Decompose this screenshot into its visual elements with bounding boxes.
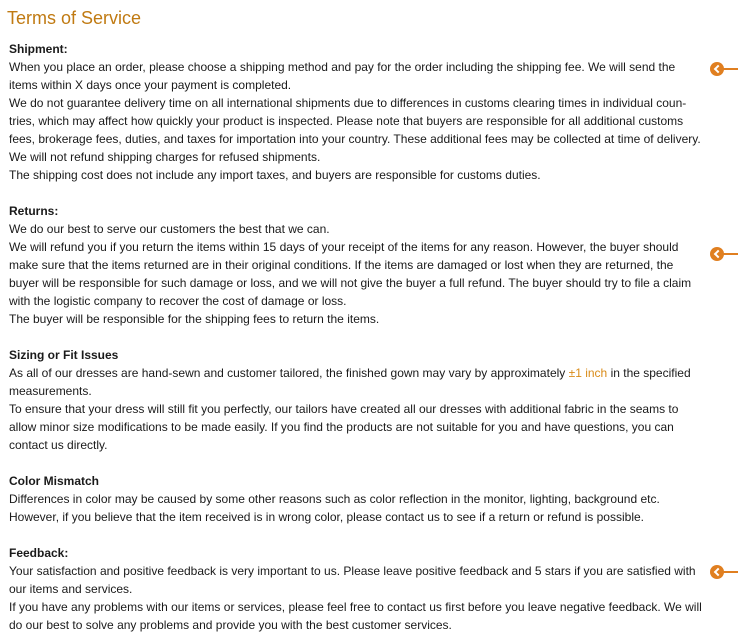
paragraph-line: We do our best to serve our customers the best that we can. xyxy=(9,222,330,236)
collapse-arrow-icon[interactable] xyxy=(708,564,738,580)
paragraph-line: We will not refund shipping charges for refused shipments. xyxy=(9,150,321,164)
paragraph-line: The shipping cost does not include any import taxes, and buyers are responsible for customs duties. xyxy=(9,168,541,182)
paragraph-line: We do not guarantee delivery time on all international shipments due to differences in customs clearing times in individual coun- xyxy=(9,96,687,110)
collapse-arrow-icon[interactable] xyxy=(708,61,738,77)
page-title: Terms of Service xyxy=(7,8,142,28)
section-heading: Shipment: xyxy=(9,42,68,56)
paragraph-line: When you place an order, please choose a shipping method and pay for the order including the shipping fee. We will send the xyxy=(9,60,676,74)
paragraph-line: contact us directly. xyxy=(9,438,108,452)
collapse-arrow-icon[interactable] xyxy=(708,246,738,262)
paragraph-line: make sure that the items returned are in their original conditions. If the items are damaged or lost when they are returned, the xyxy=(9,258,674,272)
paragraph-line: We will refund you if you return the items within 15 days of your receipt of the items for any reason. However, the buyer should xyxy=(9,240,679,254)
paragraph-line: Differences in color may be caused by some other reasons such as color reflection in the monitor, lighting, background etc. xyxy=(9,492,660,506)
section-color-mismatch xyxy=(9,472,727,526)
paragraph-line: allow minor size modifications to be made easily. If you find the products are not suitable for you and have questions, you can xyxy=(9,420,674,434)
paragraph-line: tries, which may affect how quickly your product is inspected. Please note that buyers are responsible for all additional customs xyxy=(9,114,684,128)
section-heading: Sizing or Fit Issues xyxy=(9,348,119,362)
paragraph-line: Your satisfaction and positive feedback is very important to us. Please leave positive feedback and 5 stars if you are satisfied with xyxy=(9,564,696,578)
paragraph-line: our items and services. xyxy=(9,582,133,596)
paragraph-line: with the logistic company to recover the cost of damage or loss. xyxy=(9,294,347,308)
paragraph-text: As all of our dresses are hand-sewn and customer tailored, the finished gown may vary by approximately xyxy=(9,366,569,380)
section-returns xyxy=(9,202,727,328)
section-heading: Returns: xyxy=(9,204,59,218)
paragraph-line: do our best to solve any problems and provide you with the best customer services. xyxy=(9,618,452,632)
paragraph-line: However, if you believe that the item received is in wrong color, please contact us to see if a return or refund is possible. xyxy=(9,510,644,524)
section-feedback xyxy=(9,544,727,634)
section-sizing xyxy=(9,346,727,454)
size-tolerance-highlight: ±1 inch xyxy=(568,366,608,380)
section-heading: Color Mismatch xyxy=(9,474,100,488)
paragraph-line: items within X days once your payment is completed. xyxy=(9,78,292,92)
paragraph-text: in the specified xyxy=(607,366,691,380)
paragraph-line: To ensure that your dress will still fit you perfectly, our tailors have created all our dresses with additional fabric in the seams to xyxy=(9,402,679,416)
paragraph-line: buyer will be responsible for such damage or loss, and we will not give the buyer a full refund. The buyer should try to file a claim xyxy=(9,276,692,290)
section-heading: Feedback: xyxy=(9,546,69,560)
paragraph-line: measurements. xyxy=(9,384,92,398)
paragraph-line xyxy=(9,364,727,382)
paragraph-line: The buyer will be responsible for the shipping fees to return the items. xyxy=(9,312,380,326)
paragraph-line: fees, brokerage fees, duties, and taxes for importation into your country. These additional fees may be collected at time of delivery. xyxy=(9,132,701,146)
paragraph-line: If you have any problems with our items or services, please feel free to contact us first before you leave negative feedback. We will xyxy=(9,600,702,614)
section-shipment xyxy=(9,40,727,184)
